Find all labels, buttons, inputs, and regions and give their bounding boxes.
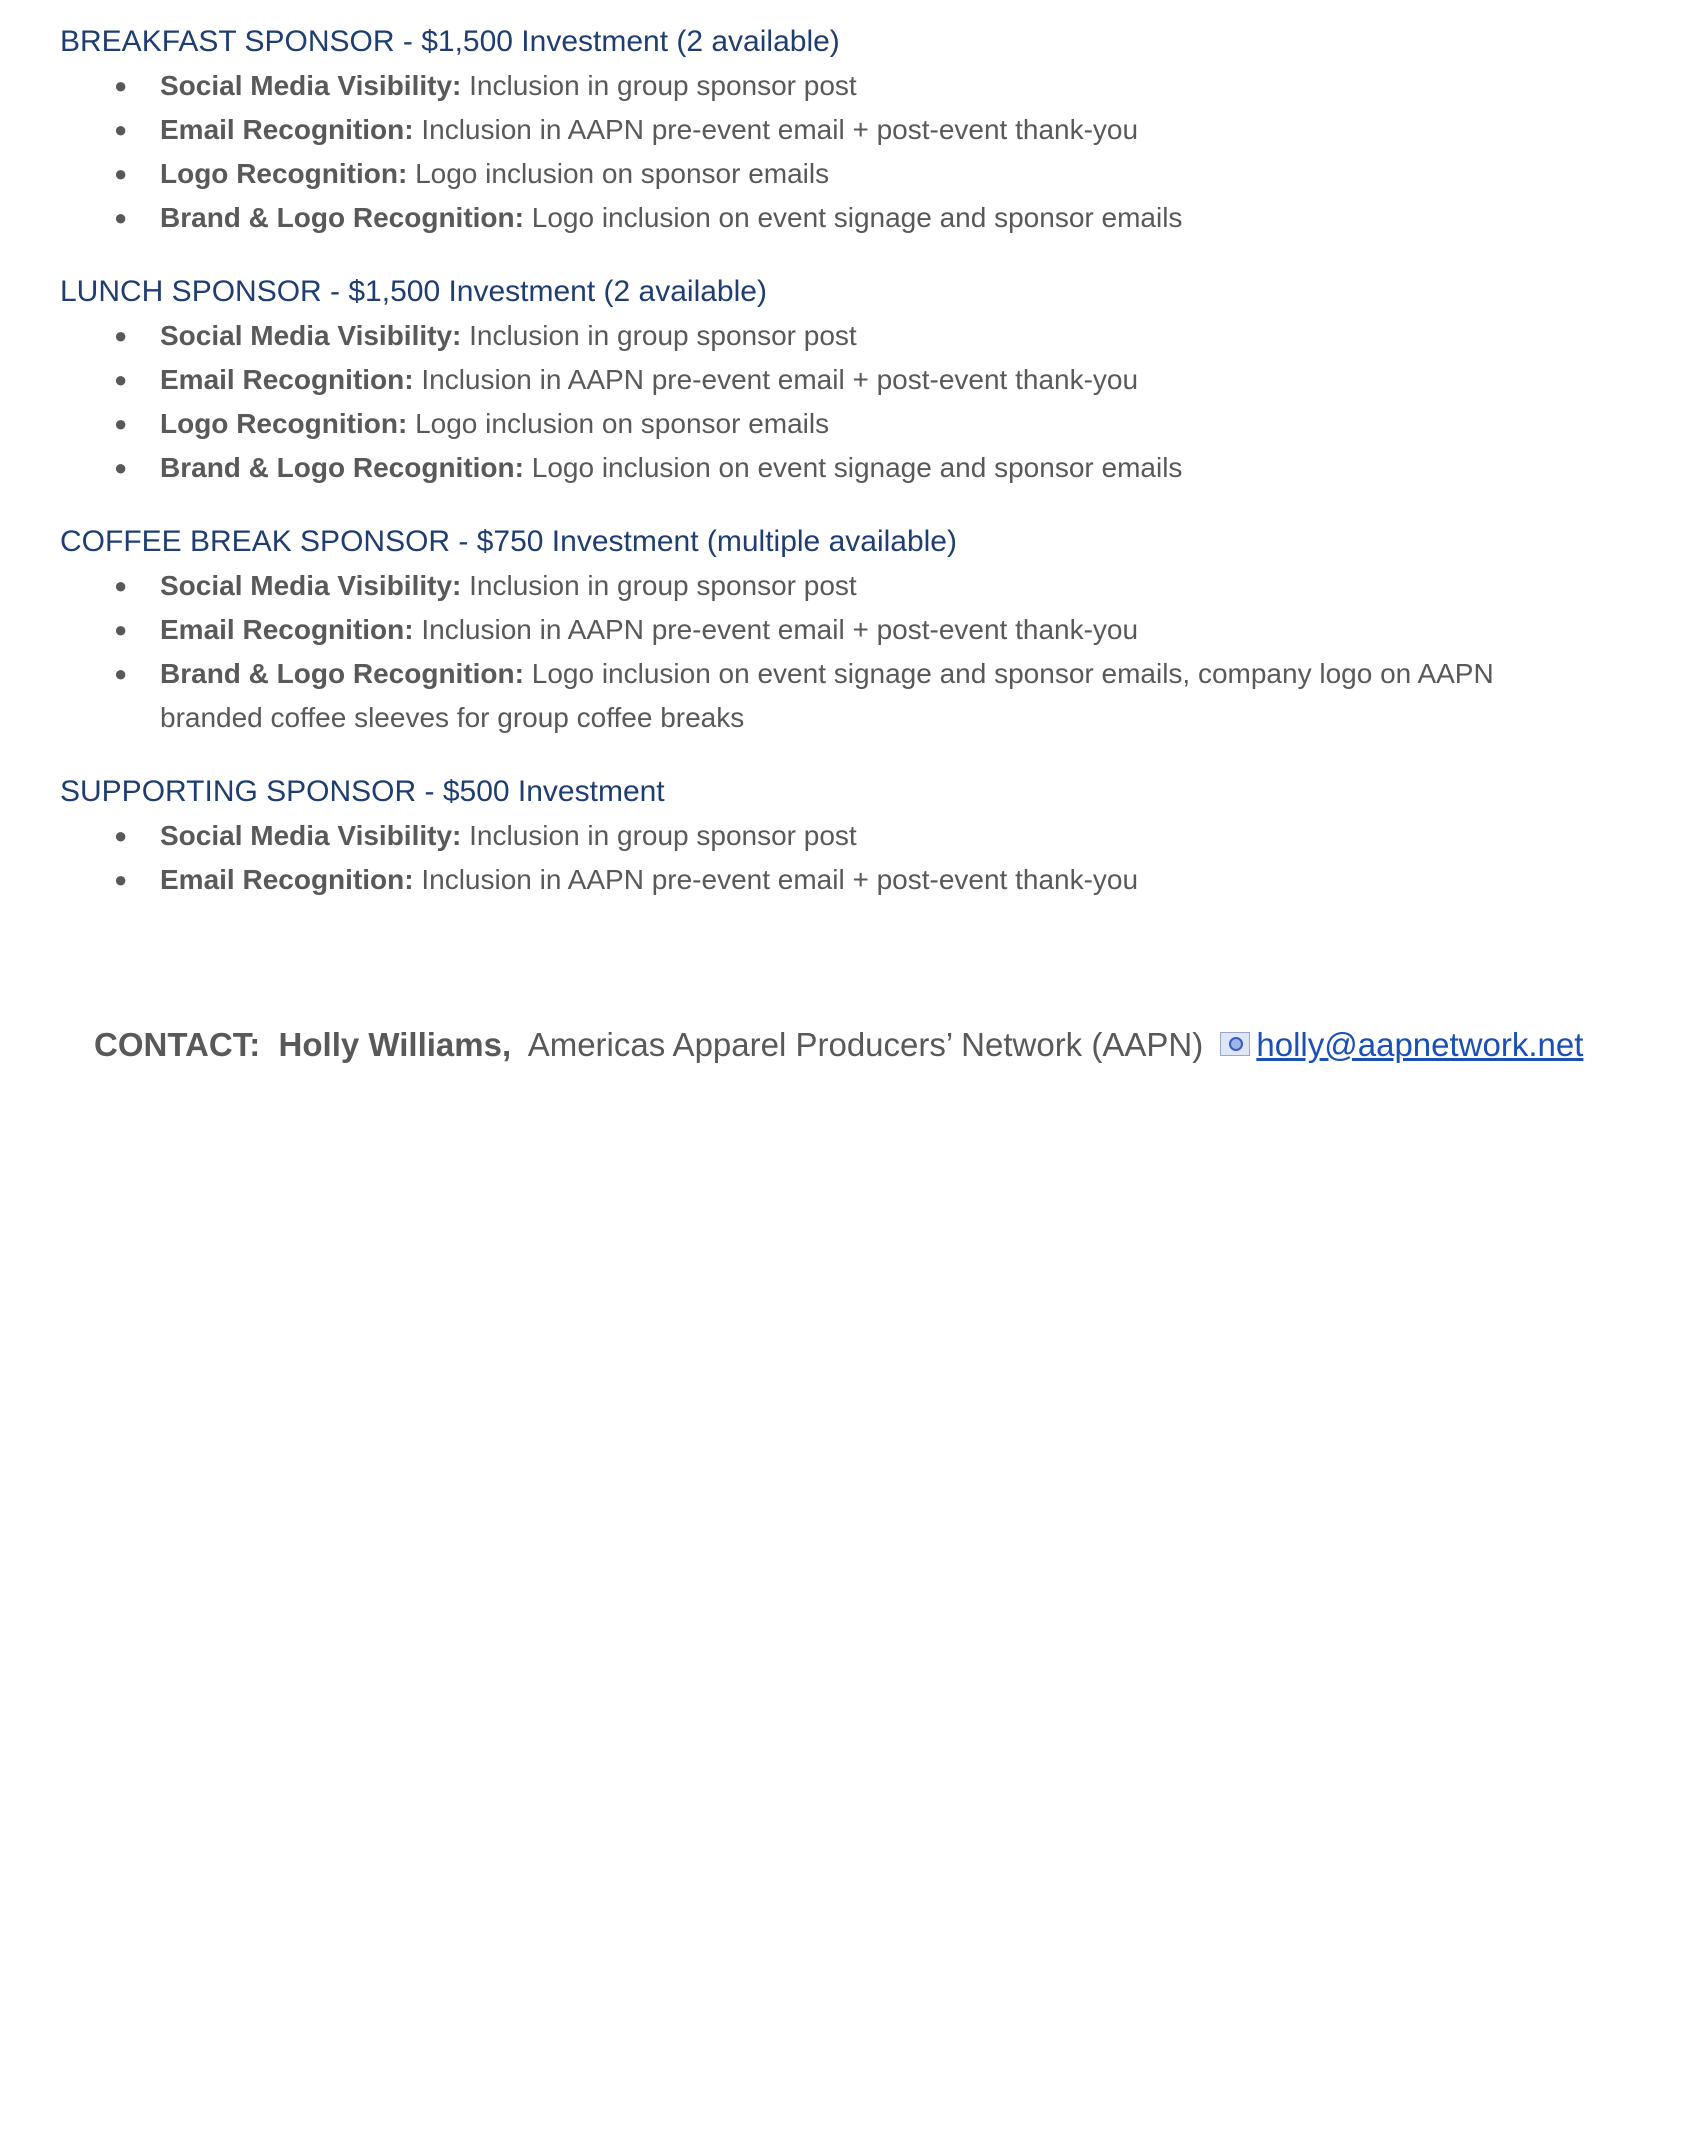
benefit-description: Inclusion in AAPN pre-event email + post-event thank-you (421, 114, 1139, 145)
sponsor-section-breakfast (60, 20, 1620, 240)
benefit-description: Inclusion in AAPN pre-event email + post-event thank-you (421, 364, 1139, 395)
list-item (60, 814, 1620, 858)
benefit-label: Logo Recognition: (160, 158, 408, 189)
contact-organization: Americas Apparel Producers’ Network (AAPN) (527, 1026, 1204, 1063)
benefit-description: Logo inclusion on sponsor emails (415, 158, 830, 189)
section-heading: COFFEE BREAK SPONSOR - $750 Investment (multiple available) (60, 525, 957, 558)
benefit-description: Inclusion in group sponsor post (469, 570, 857, 601)
benefit-list (60, 814, 1620, 902)
bullet-icon: ● (114, 823, 128, 848)
mail-icon (1220, 1032, 1250, 1056)
bullet-icon: ● (114, 573, 128, 598)
list-item (60, 608, 1620, 652)
contact-email-link[interactable]: holly@aapnetwork.net (1256, 1026, 1584, 1063)
section-heading: BREAKFAST SPONSOR - $1,500 Investment (2 available) (60, 25, 840, 58)
benefit-label: Email Recognition: (160, 114, 414, 145)
bullet-icon: ● (114, 411, 128, 436)
benefit-label: Brand & Logo Recognition: (160, 452, 524, 483)
contact-label: CONTACT: (94, 1026, 261, 1063)
benefit-description: Inclusion in group sponsor post (469, 320, 857, 351)
list-item (60, 652, 1620, 740)
bullet-icon: ● (114, 455, 128, 480)
bullet-icon: ● (114, 661, 128, 686)
benefit-list (60, 314, 1620, 490)
bullet-icon: ● (114, 367, 128, 392)
section-heading: SUPPORTING SPONSOR - $500 Investment (60, 775, 665, 808)
benefit-description: Inclusion in group sponsor post (469, 820, 857, 851)
sponsor-section-supporting (60, 770, 1620, 902)
list-item (60, 196, 1620, 240)
benefit-list (60, 564, 1620, 740)
benefit-label: Email Recognition: (160, 864, 414, 895)
list-item (60, 314, 1620, 358)
benefit-label: Social Media Visibility: (160, 570, 462, 601)
contact-name: Holly Williams, (278, 1026, 512, 1063)
benefit-description: Inclusion in group sponsor post (469, 70, 857, 101)
list-item (60, 446, 1620, 490)
bullet-icon: ● (114, 161, 128, 186)
benefit-label: Social Media Visibility: (160, 70, 462, 101)
list-item (60, 108, 1620, 152)
benefit-label: Logo Recognition: (160, 408, 408, 439)
list-item (60, 564, 1620, 608)
list-item (60, 152, 1620, 196)
sponsor-section-coffee-break (60, 520, 1620, 740)
benefit-description: Logo inclusion on event signage and sponsor emails (531, 452, 1183, 483)
bullet-icon: ● (114, 323, 128, 348)
benefit-label: Email Recognition: (160, 614, 414, 645)
benefit-description: Logo inclusion on event signage and sponsor emails (531, 202, 1183, 233)
benefit-label: Social Media Visibility: (160, 820, 462, 851)
benefit-description: Logo inclusion on event signage and sponsor emails, company logo on AAPN branded coffee sleeves for group coffee breaks (160, 658, 1494, 733)
benefit-label: Brand & Logo Recognition: (160, 202, 524, 233)
benefit-label: Email Recognition: (160, 364, 414, 395)
list-item (60, 358, 1620, 402)
section-heading: LUNCH SPONSOR - $1,500 Investment (2 available) (60, 275, 767, 308)
contact-line (94, 1020, 1654, 1070)
benefit-label: Brand & Logo Recognition: (160, 658, 524, 689)
sponsor-section-lunch (60, 270, 1620, 490)
bullet-icon: ● (114, 73, 128, 98)
benefit-list (60, 64, 1620, 240)
list-item (60, 64, 1620, 108)
list-item (60, 858, 1620, 902)
bullet-icon: ● (114, 117, 128, 142)
bullet-icon: ● (114, 617, 128, 642)
benefit-description: Inclusion in AAPN pre-event email + post-event thank-you (421, 864, 1139, 895)
benefit-description: Logo inclusion on sponsor emails (415, 408, 830, 439)
bullet-icon: ● (114, 205, 128, 230)
benefit-label: Social Media Visibility: (160, 320, 462, 351)
list-item (60, 402, 1620, 446)
bullet-icon: ● (114, 867, 128, 892)
benefit-description: Inclusion in AAPN pre-event email + post-event thank-you (421, 614, 1139, 645)
